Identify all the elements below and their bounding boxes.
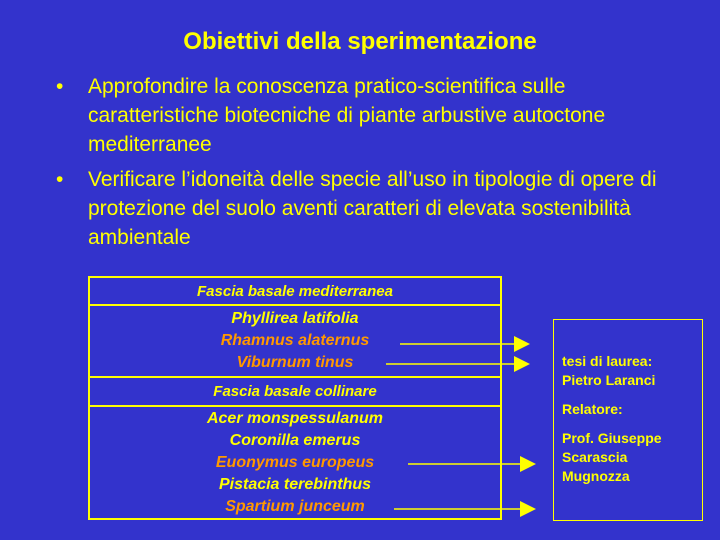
species-name: Rhamnus alaternus (220, 332, 370, 349)
supervisor-name: Prof. Giuseppe Scarascia Mugnozza (562, 430, 662, 484)
supervisor-label: Relatore: (562, 401, 623, 417)
species-name: Acer monspessulanum (206, 409, 384, 427)
bullet-icon: • (56, 75, 64, 98)
species-name: Euonymus europeus (215, 453, 375, 471)
species-name: Pistacia terebinthus (218, 475, 372, 493)
slide-title: Obiettivi della sperimentazione (183, 28, 537, 55)
arrow-icon (400, 336, 530, 352)
thesis-info-box (553, 319, 703, 521)
species-name: Viburnum tinus (236, 354, 354, 371)
arrow-icon (394, 501, 536, 517)
thesis-author: tesi di laurea: Pietro Laranci (562, 353, 656, 388)
zone-header-hill: Fascia basale collinare (90, 378, 500, 407)
objective-text: Approfondire la conoscenza pratico-scientifica sulle caratteristiche biotecniche di piante arbustive autoctone mediterranee (88, 75, 606, 156)
objective-text: Verificare l’idoneità delle specie all’uso in tipologie di opere di protezione del suolo aventi caratteri di elevata sostenibilità ambientale (88, 168, 657, 249)
arrow-icon (386, 356, 530, 372)
species-name: Phyllirea latifolia (231, 310, 359, 327)
bullet-icon: • (56, 168, 64, 191)
arrow-icon (408, 456, 536, 472)
zone-header-mediterranean: Fascia basale mediterranea (90, 278, 500, 306)
species-name: Coronilla emerus (229, 431, 361, 449)
species-name: Spartium junceum (225, 497, 365, 515)
